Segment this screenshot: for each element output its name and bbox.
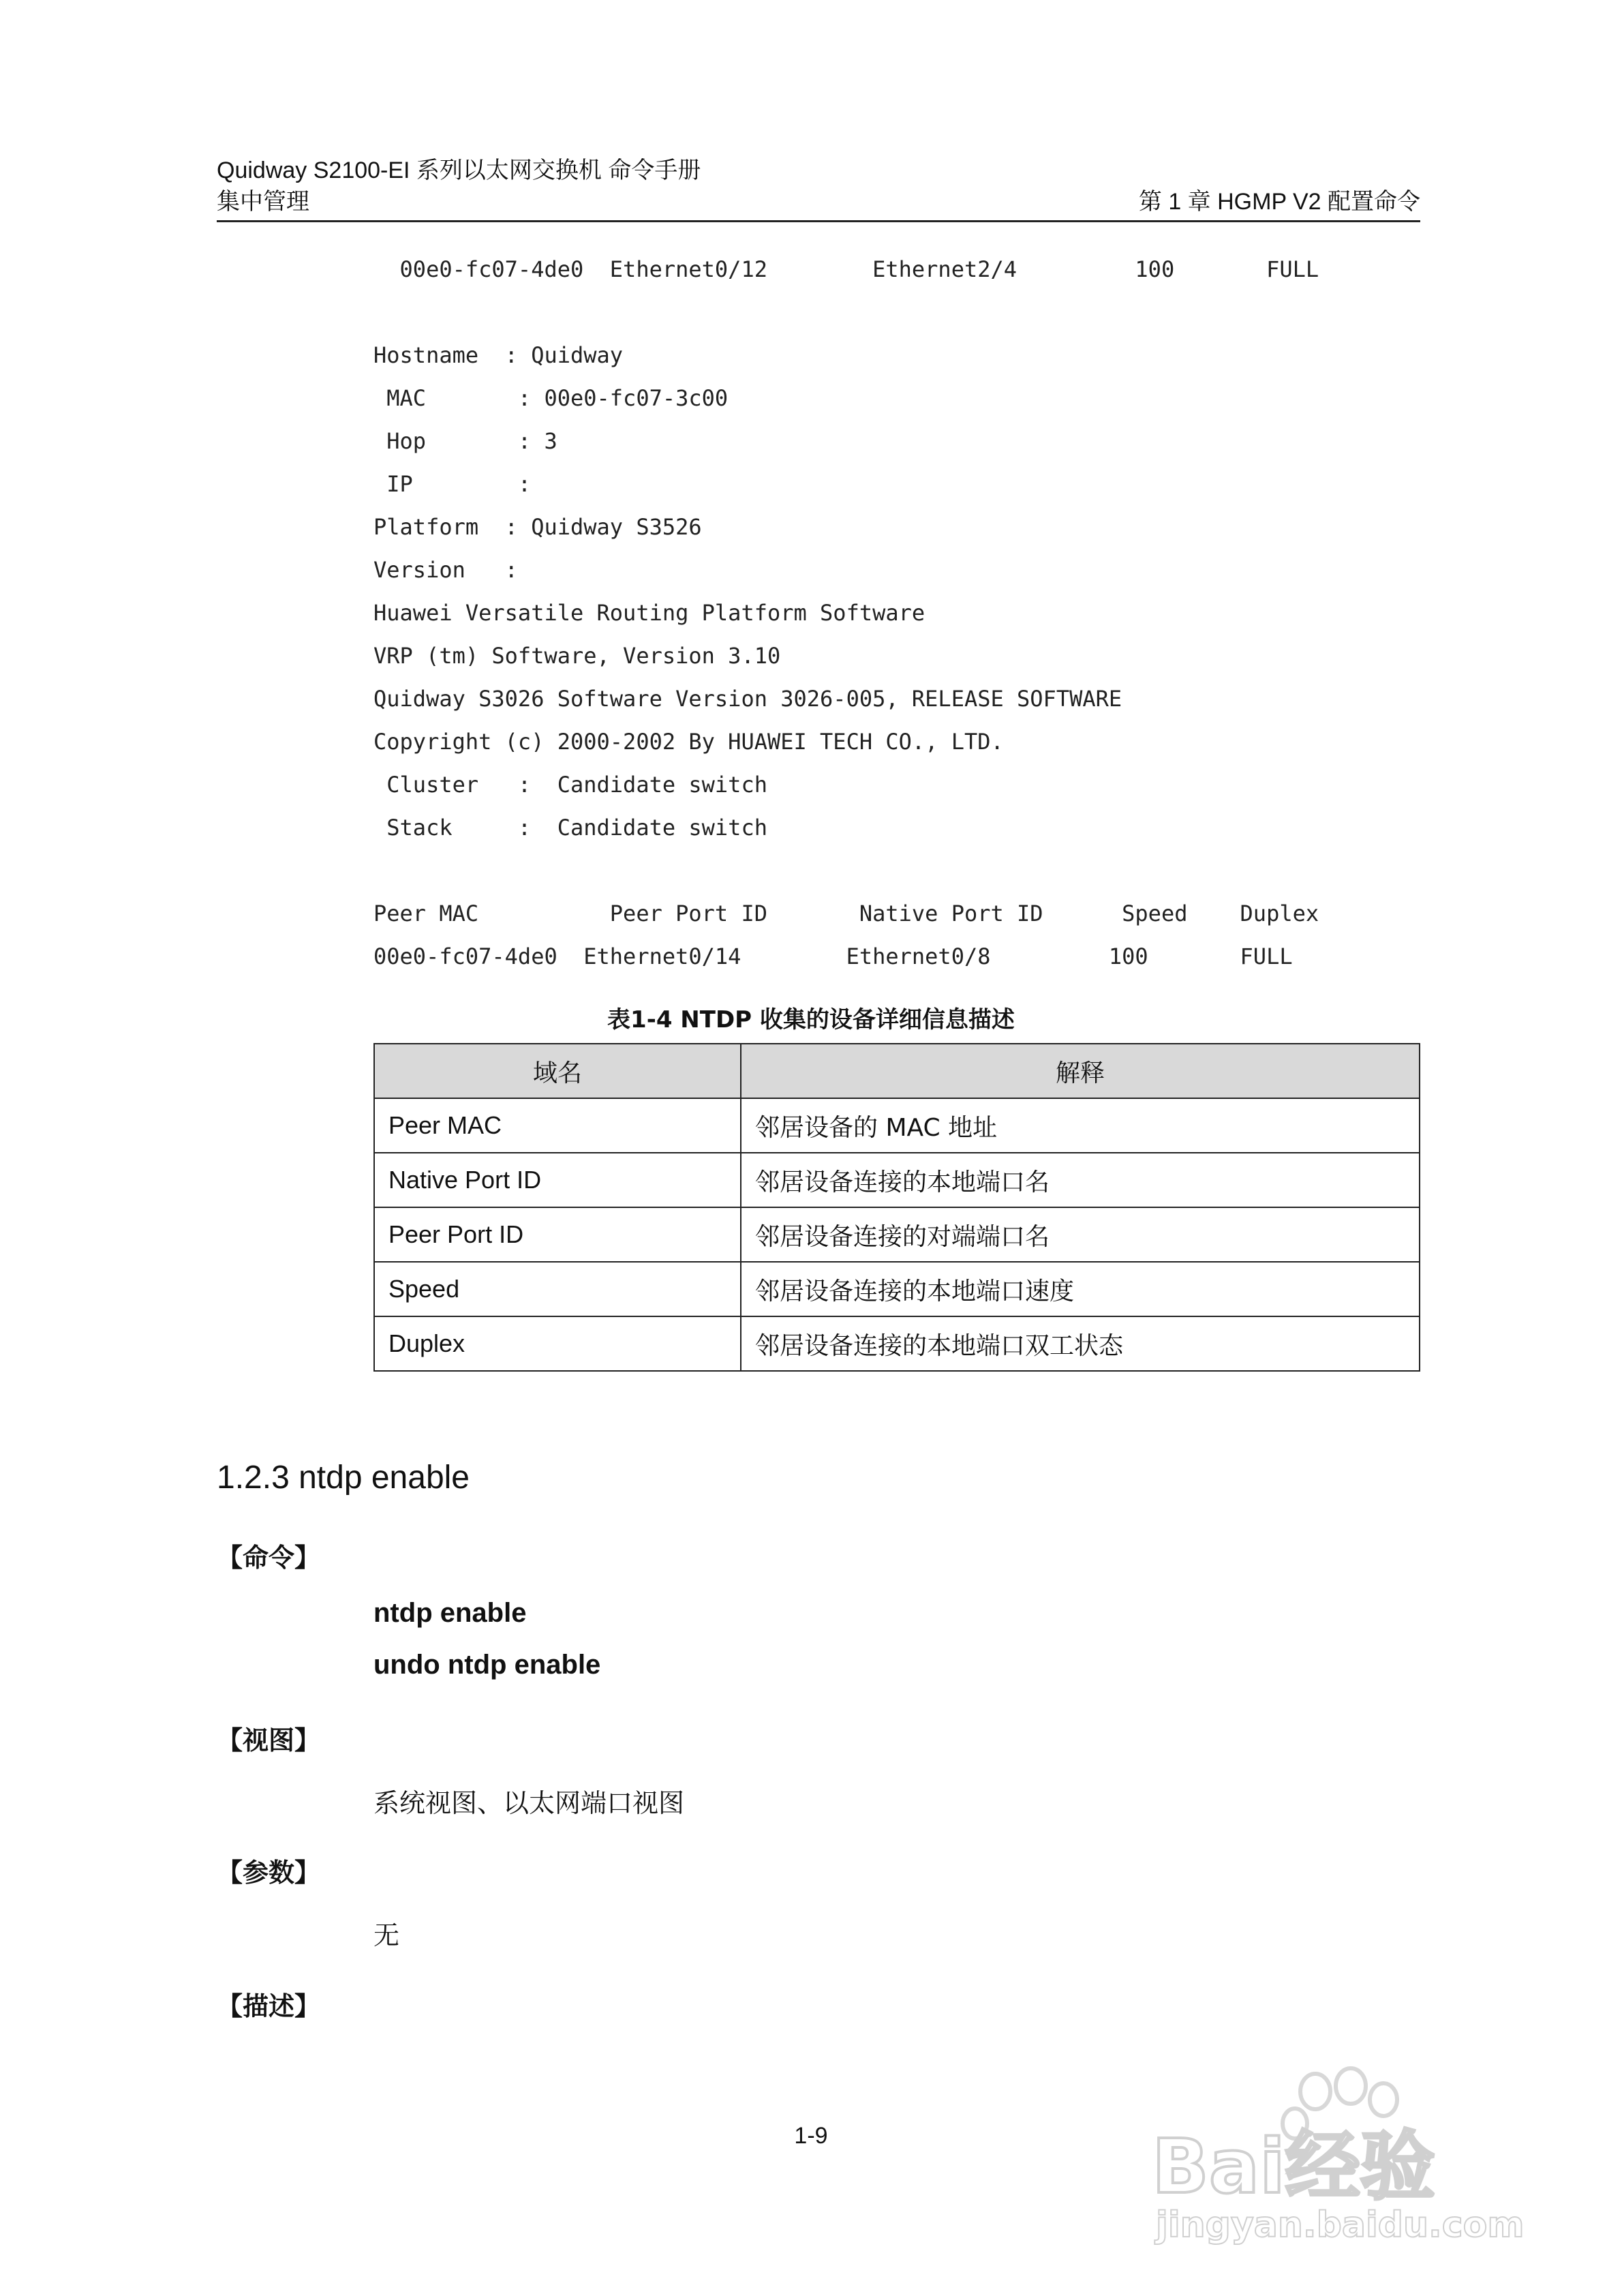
- table-header-desc: 解释: [741, 1044, 1420, 1098]
- code-line: Hostname : Quidway: [373, 342, 624, 368]
- header-chapter: 第 1 章 HGMP V2 配置命令: [1138, 189, 1420, 215]
- params-text: 无: [373, 1920, 400, 1950]
- header-title: Quidway S2100-EI 系列以太网交换机 命令手册: [217, 157, 701, 183]
- command-line: undo ntdp enable: [373, 1650, 601, 1680]
- table-header-row: [374, 1044, 1420, 1098]
- table-cell-field: Native Port ID: [374, 1153, 741, 1207]
- code-line: IP :: [373, 471, 532, 497]
- table-cell-field: Duplex: [374, 1316, 741, 1371]
- field-table: [373, 1043, 1420, 1372]
- watermark-brand: Bai经验: [1152, 2123, 1435, 2210]
- view-text: 系统视图、以太网端口视图: [373, 1788, 685, 1818]
- code-line: [373, 299, 1319, 342]
- code-line: Version :: [373, 557, 518, 583]
- code-line: Huawei Versatile Routing Platform Software: [373, 600, 925, 626]
- baidu-watermark: [1152, 2059, 1533, 2263]
- code-line: 00e0-fc07-4de0 Ethernet0/12 Ethernet2/4 100 FULL: [373, 256, 1319, 282]
- code-line: MAC : 00e0-fc07-3c00: [373, 385, 729, 411]
- code-line: Platform : Quidway S3526: [373, 514, 702, 540]
- code-line: [373, 857, 1319, 900]
- view-label: 【视图】: [217, 1725, 321, 1755]
- table-row: [374, 1207, 1420, 1262]
- header-rule: [217, 220, 1420, 222]
- code-block: [373, 256, 1319, 986]
- code-line: Peer MAC Peer Port ID Native Port ID Speed Duplex: [373, 901, 1319, 926]
- table-cell-desc: 邻居设备的 MAC 地址: [741, 1098, 1420, 1153]
- table-cell-desc: 邻居设备连接的本地端口名: [741, 1153, 1420, 1207]
- table-cell-field: Speed: [374, 1262, 741, 1316]
- table-cell-desc: 邻居设备连接的对端端口名: [741, 1207, 1420, 1262]
- code-line: VRP (tm) Software, Version 3.10: [373, 643, 781, 669]
- code-line: Quidway S3026 Software Version 3026-005, RELEASE SOFTWARE: [373, 686, 1122, 712]
- code-line: Hop : 3: [373, 428, 557, 454]
- code-line: Copyright (c) 2000-2002 By HUAWEI TECH CO., LTD.: [373, 729, 1004, 755]
- section-title: 1.2.3 ntdp enable: [217, 1460, 470, 1496]
- code-line: Cluster : Candidate switch: [373, 772, 767, 798]
- table-cell-field: Peer MAC: [374, 1098, 741, 1153]
- page-number: 1-9: [794, 2123, 828, 2149]
- table-row: [374, 1098, 1420, 1153]
- code-line: 00e0-fc07-4de0 Ethernet0/14 Ethernet0/8 100 FULL: [373, 943, 1293, 969]
- description-label: 【描述】: [217, 1991, 321, 2021]
- table-header-field: 域名: [374, 1044, 741, 1098]
- table-row: [374, 1316, 1420, 1371]
- table-row: [374, 1153, 1420, 1207]
- command-line: ntdp enable: [373, 1598, 527, 1628]
- table-cell-field: Peer Port ID: [374, 1207, 741, 1262]
- table-cell-desc: 邻居设备连接的本地端口速度: [741, 1262, 1420, 1316]
- params-label: 【参数】: [217, 1858, 321, 1888]
- table-row: [374, 1262, 1420, 1316]
- header-section: 集中管理: [217, 189, 309, 215]
- command-label: 【命令】: [217, 1543, 321, 1573]
- table-cell-desc: 邻居设备连接的本地端口双工状态: [741, 1316, 1420, 1371]
- table-caption: 表1-4 NTDP 收集的设备详细信息描述: [607, 1006, 1015, 1033]
- code-line: Stack : Candidate switch: [373, 815, 767, 841]
- watermark-url: jingyan.baidu.com: [1156, 2205, 1525, 2246]
